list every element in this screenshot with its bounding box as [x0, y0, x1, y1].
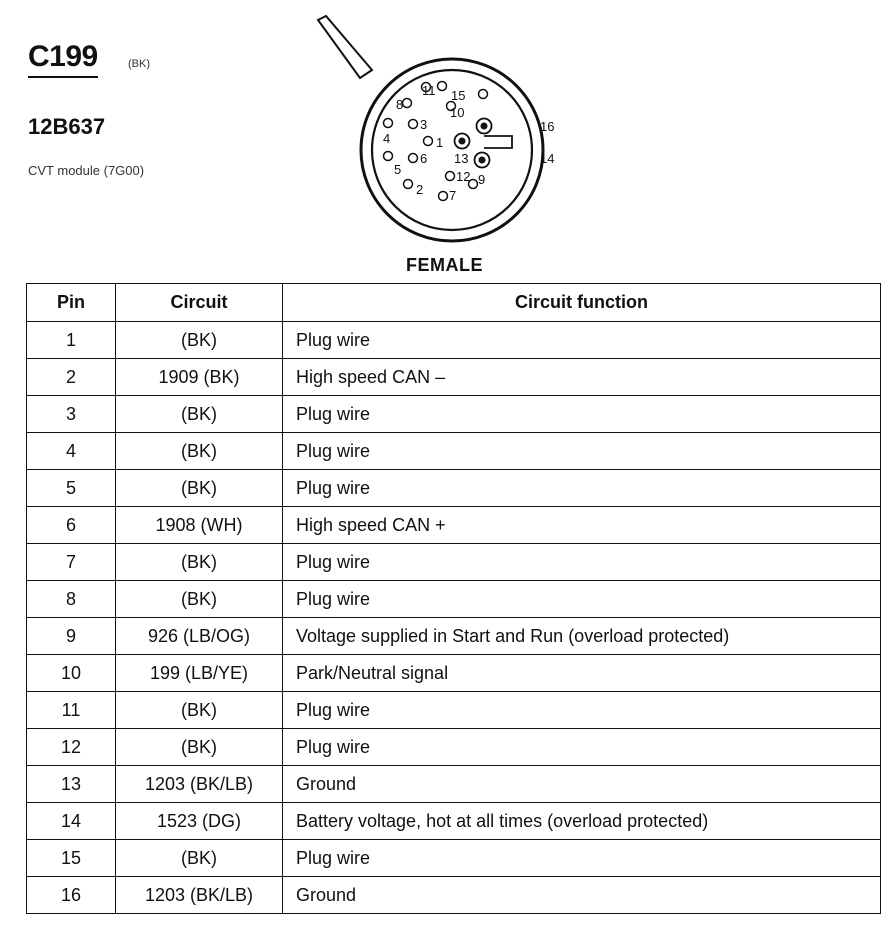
pin-cell: 5 [27, 470, 116, 507]
pin-cell: 11 [27, 692, 116, 729]
part-number: 12B637 [28, 114, 106, 139]
table-row [27, 433, 881, 470]
table-row [27, 729, 881, 766]
pin-label: 9 [478, 172, 486, 187]
function-cell: Plug wire [283, 470, 881, 507]
circuit-cell: 1908 (WH) [116, 507, 283, 544]
circuit-cell: (BK) [116, 470, 283, 507]
key-notch-icon [484, 136, 512, 148]
circuit-cell: 926 (LB/OG) [116, 618, 283, 655]
pin-cell: 6 [27, 507, 116, 544]
circuit-cell: (BK) [116, 581, 283, 618]
circuit-cell: (BK) [116, 396, 283, 433]
function-cell: Plug wire [283, 692, 881, 729]
circuit-cell: (BK) [116, 729, 283, 766]
pin-label: 10 [450, 105, 465, 120]
function-cell: Plug wire [283, 729, 881, 766]
pin-label: 13 [454, 151, 469, 166]
circuit-cell: 1523 (DG) [116, 803, 283, 840]
pin-cell: 12 [27, 729, 116, 766]
connector-color: (BK) [128, 58, 150, 70]
function-cell: Plug wire [283, 581, 881, 618]
pin-cell: 10 [27, 655, 116, 692]
circuit-cell: 1909 (BK) [116, 359, 283, 396]
pin-label: 11 [422, 83, 436, 98]
function-cell: Plug wire [283, 544, 881, 581]
connector-face-diagram [310, 10, 570, 255]
function-cell: High speed CAN + [283, 507, 881, 544]
pin-cell: 8 [27, 581, 116, 618]
pin-label: 6 [420, 151, 428, 166]
column-header-function: Circuit function [283, 284, 881, 322]
function-cell: Ground [283, 766, 881, 803]
pin-cell: 3 [27, 396, 116, 433]
column-header-pin: Pin [27, 284, 116, 322]
table-row [27, 507, 881, 544]
table-row [27, 618, 881, 655]
circuit-cell: 199 (LB/YE) [116, 655, 283, 692]
pin-label: 14 [540, 151, 555, 166]
circuit-cell: 1203 (BK/LB) [116, 877, 283, 914]
function-cell: Park/Neutral signal [283, 655, 881, 692]
function-cell: Battery voltage, hot at all times (overload protected) [283, 803, 881, 840]
pin-cell: 2 [27, 359, 116, 396]
column-header-circuit: Circuit [116, 284, 283, 322]
pin-label: 1 [436, 135, 444, 150]
circuit-cell: (BK) [116, 544, 283, 581]
pin-label: 5 [394, 162, 402, 177]
function-cell: High speed CAN – [283, 359, 881, 396]
pin-label: 16 [540, 119, 555, 134]
function-cell: Plug wire [283, 396, 881, 433]
circuit-cell: (BK) [116, 692, 283, 729]
table-row [27, 655, 881, 692]
pin-cell: 7 [27, 544, 116, 581]
table-row [27, 359, 881, 396]
pin-label: 8 [396, 97, 404, 112]
pin-label: 3 [420, 117, 428, 132]
table-row [27, 470, 881, 507]
pin-cell: 1 [27, 322, 116, 359]
table-row [27, 396, 881, 433]
table-row [27, 803, 881, 840]
table-row [27, 581, 881, 618]
table-row [27, 322, 881, 359]
connector-gender-label: FEMALE [406, 255, 483, 275]
pin-label: 2 [416, 182, 424, 197]
pin-label: 15 [451, 88, 466, 103]
circuit-cell: (BK) [116, 433, 283, 470]
pin-cell: 16 [27, 877, 116, 914]
circuit-cell: 1203 (BK/LB) [116, 766, 283, 803]
pin-label: 4 [383, 131, 391, 146]
pin-table [26, 283, 881, 914]
connector-lever-icon [318, 16, 372, 78]
pin-cell: 15 [27, 840, 116, 877]
function-cell: Plug wire [283, 322, 881, 359]
pin-label: 12 [456, 169, 471, 184]
pin-cell: 13 [27, 766, 116, 803]
function-cell: Voltage supplied in Start and Run (overload protected) [283, 618, 881, 655]
pin-cell: 4 [27, 433, 116, 470]
table-header-row [27, 284, 881, 322]
table-row [27, 766, 881, 803]
function-cell: Plug wire [283, 433, 881, 470]
circuit-cell: (BK) [116, 322, 283, 359]
pin-label: 7 [449, 188, 457, 203]
connector-code: C199 [28, 42, 98, 78]
table-row [27, 840, 881, 877]
table-row [27, 692, 881, 729]
pin-cell: 14 [27, 803, 116, 840]
table-row [27, 877, 881, 914]
module-name: CVT module (7G00) [28, 163, 145, 178]
function-cell: Plug wire [283, 840, 881, 877]
function-cell: Ground [283, 877, 881, 914]
pin-cell: 9 [27, 618, 116, 655]
circuit-cell: (BK) [116, 840, 283, 877]
table-row [27, 544, 881, 581]
